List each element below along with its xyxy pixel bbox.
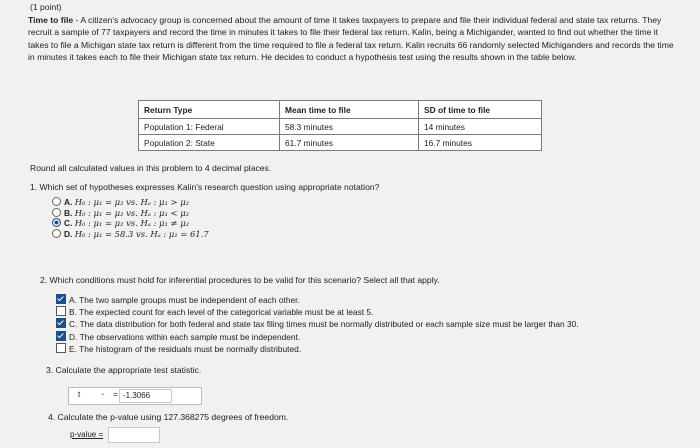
table-row bbox=[139, 119, 542, 135]
problem-text: - A citizen's advocacy group is concerned about the amount of time it takes taxpayers to prepare and file their individual federal and state tax returns. They recruit a sample of 77 taxpayers and record the time in minutes it takes to file their federal tax return. Kalin, being a Michigander, wanted to find out whether the time it takes to file a Michigan state tax return is different from the time required to file a federal tax return. Kalin recruits 66 randomly selected Michiganders and records the time in minutes it takes each to file their Michigan state tax return. He decides to conduct a hypothesis test using the results shown in the table below. bbox=[28, 15, 674, 62]
checkbox-checked[interactable] bbox=[56, 318, 66, 328]
test-statistic-input[interactable]: -1.3066 bbox=[119, 389, 172, 403]
test-statistic-row bbox=[68, 387, 202, 405]
question-3-prompt: 3. Calculate the appropriate test statistic. bbox=[46, 365, 202, 375]
table-header-row bbox=[139, 101, 542, 119]
problem-intro bbox=[28, 14, 678, 63]
data-table bbox=[138, 100, 542, 151]
question-1-prompt: 1. Which set of hypotheses expresses Kalin's research question using appropriate notation? bbox=[30, 182, 380, 192]
table-cell: 16.7 minutes bbox=[419, 135, 542, 151]
equals-sign: = bbox=[113, 390, 118, 399]
q1-option-d[interactable]: D. H₀ : μ₁ = 58.3 vs. Hₐ : μ₁ = 61.7 bbox=[52, 229, 379, 240]
pvalue-input[interactable] bbox=[108, 427, 160, 443]
table-row bbox=[139, 135, 542, 151]
radio-button[interactable] bbox=[52, 197, 61, 206]
q1-option-a[interactable]: A. H₀ : μ₁ = μ₂ vs. Hₐ : μ₁ > μ₂ bbox=[52, 197, 379, 208]
pvalue-label: p-value = bbox=[70, 430, 104, 439]
checkbox-checked[interactable] bbox=[56, 294, 66, 304]
table-cell: Population 2: State bbox=[139, 135, 280, 151]
rounding-note: Round all calculated values in this problem to 4 decimal places. bbox=[30, 163, 272, 173]
chevron-down-icon[interactable]: ⌄ bbox=[100, 390, 106, 397]
question-2-prompt: 2. Which conditions must hold for inferential procedures to be valid for this scenario? Select all that apply. bbox=[40, 275, 440, 285]
question-1 bbox=[30, 182, 379, 239]
q2-option-d[interactable]: D. The observations within each sample must be independent. bbox=[56, 331, 579, 343]
checkbox[interactable] bbox=[56, 306, 66, 316]
q2-option-a[interactable]: A. The two sample groups must be independent of each other. bbox=[56, 294, 579, 306]
problem-title: Time to file bbox=[28, 15, 74, 25]
checkbox[interactable] bbox=[56, 343, 66, 353]
table-header-cell: Return Type bbox=[139, 101, 280, 119]
statistic-type-select[interactable] bbox=[72, 390, 110, 401]
checkbox-checked[interactable] bbox=[56, 331, 66, 341]
table-header-cell: Mean time to file bbox=[280, 101, 419, 119]
radio-button[interactable] bbox=[52, 229, 61, 238]
radio-button[interactable] bbox=[52, 208, 61, 217]
points-label: (1 point) bbox=[30, 2, 62, 12]
statistic-type-value: t bbox=[78, 390, 81, 399]
table-header-cell: SD of time to file bbox=[419, 101, 542, 119]
q2-option-c[interactable]: C. The data distribution for both federal and state tax filing times must be normally distributed or each sample size must be larger than 30. bbox=[56, 318, 579, 330]
q2-option-b[interactable]: B. The expected count for each level of the categorical variable must be at least 5. bbox=[56, 306, 579, 318]
q1-option-c[interactable]: C. H₀ : μ₁ = μ₂ vs. Hₐ : μ₁ ≠ μ₂ bbox=[52, 218, 379, 229]
question-4-prompt: 4. Calculate the p-value using 127.368275 degrees of freedom. bbox=[48, 412, 289, 422]
table-cell: 61.7 minutes bbox=[280, 135, 419, 151]
radio-button-selected[interactable] bbox=[52, 218, 61, 227]
table-cell: 58.3 minutes bbox=[280, 119, 419, 135]
q1-option-b[interactable]: B. H₀ : μ₁ = μ₂ vs. Hₐ : μ₁ < μ₂ bbox=[52, 208, 379, 219]
table-cell: 14 minutes bbox=[419, 119, 542, 135]
question-2 bbox=[40, 275, 579, 355]
q2-option-e[interactable]: E. The histogram of the residuals must be normally distributed. bbox=[56, 343, 579, 355]
table-cell: Population 1: Federal bbox=[139, 119, 280, 135]
